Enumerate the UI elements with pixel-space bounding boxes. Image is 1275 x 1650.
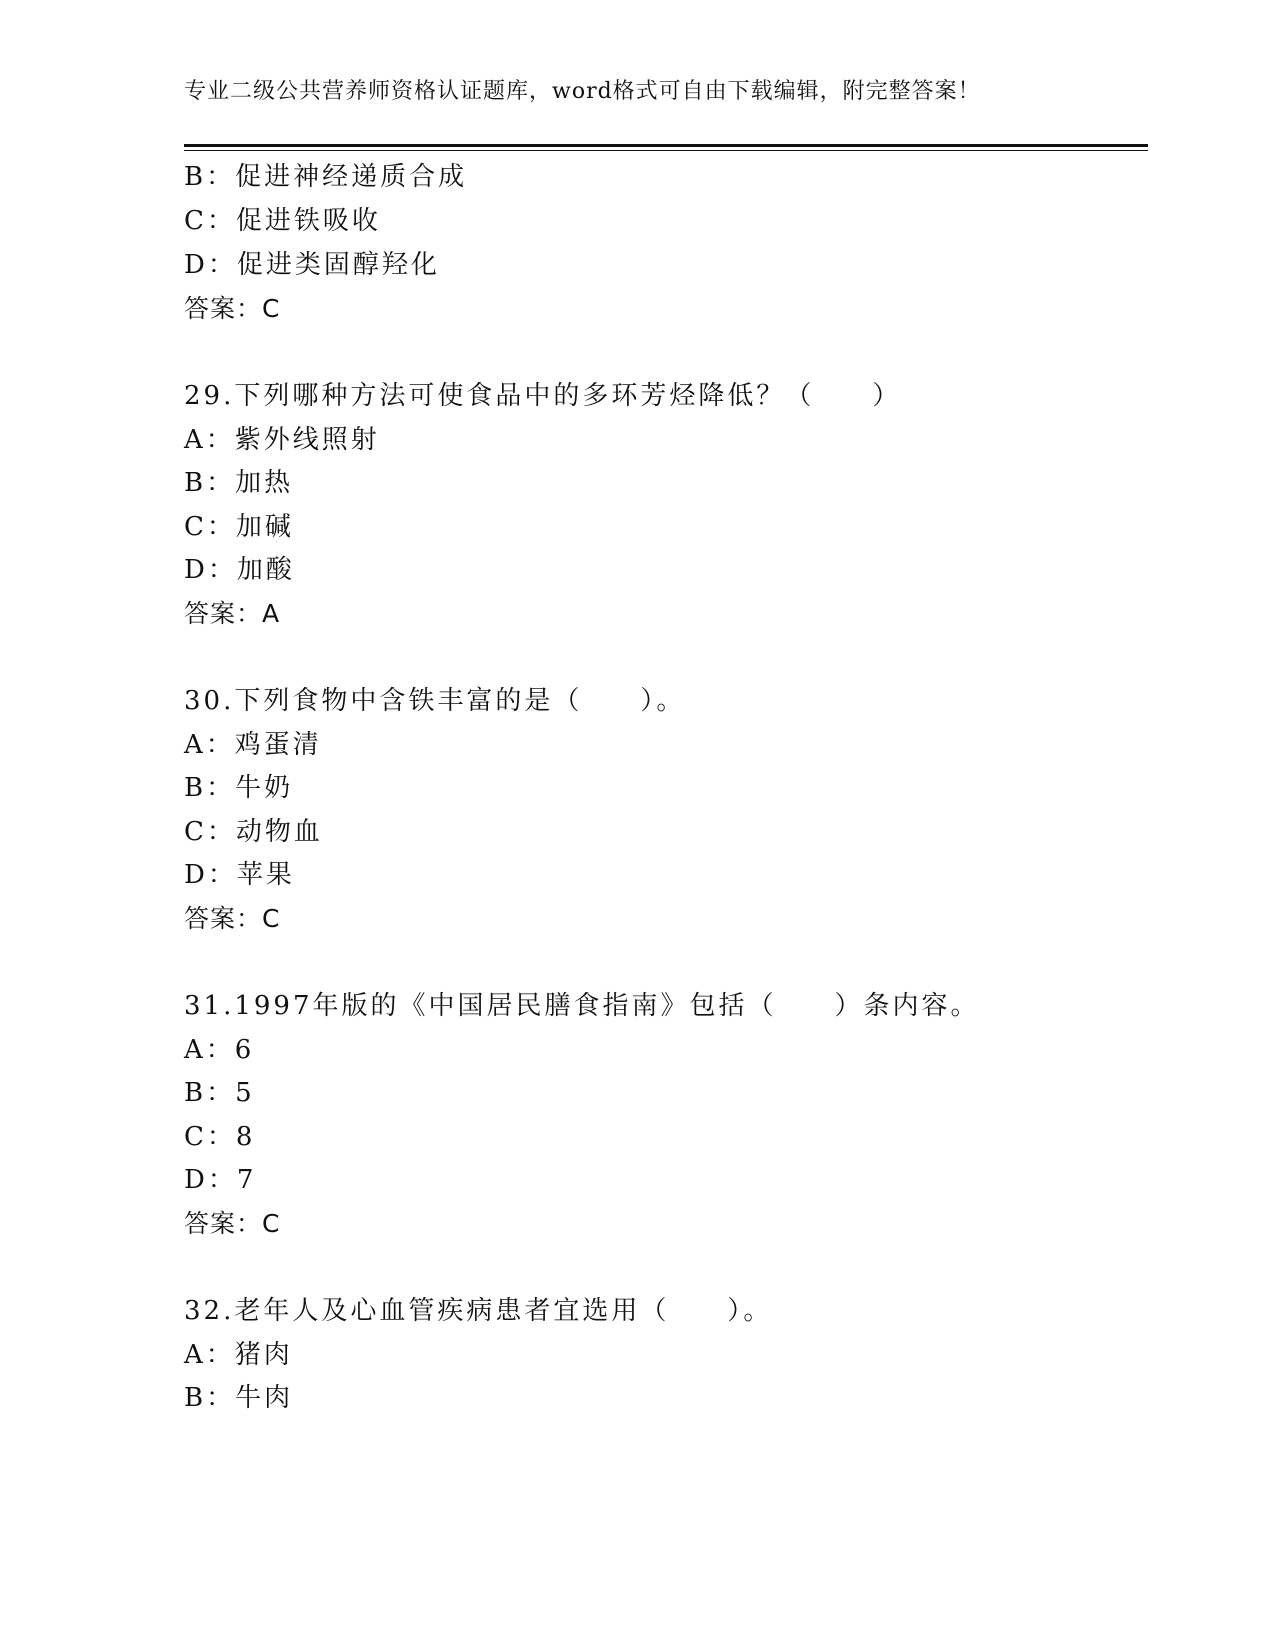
option-line: C：加碱 <box>184 512 294 542</box>
option-line: C：8 <box>184 1122 256 1152</box>
answer-line: 答案：A <box>184 599 281 628</box>
option-line: D：7 <box>184 1165 257 1195</box>
question-line: 32.老年人及心血管疾病患者宜选用（ ）。 <box>184 1296 773 1326</box>
question-line: 31.1997年版的《中国居民膳食指南》包括（ ）条内容。 <box>184 991 980 1021</box>
option-line: D：促进类固醇羟化 <box>184 250 440 280</box>
answer-line: 答案：C <box>184 904 281 933</box>
option-line: A：鸡蛋清 <box>184 730 322 760</box>
option-line: A：猪肉 <box>184 1340 293 1370</box>
option-line: A：6 <box>184 1035 255 1065</box>
option-line: A：紫外线照射 <box>184 425 380 455</box>
option-line: B：加热 <box>184 468 294 498</box>
option-line: B：牛肉 <box>184 1383 294 1413</box>
header-rule-thick <box>184 144 1148 147</box>
option-line: B：促进神经递质合成 <box>184 162 468 192</box>
document-header: 专业二级公共营养师资格认证题库，word格式可自由下载编辑，附完整答案！ <box>184 79 981 104</box>
option-line: B：5 <box>184 1078 255 1108</box>
header-rule-thin <box>184 150 1148 151</box>
answer-line: 答案：C <box>184 1209 281 1238</box>
question-line: 30.下列食物中含铁丰富的是（ ）。 <box>184 686 686 716</box>
question-line: 29.下列哪种方法可使食品中的多环芳烃降低？（ ） <box>184 381 902 411</box>
answer-line: 答案：C <box>184 294 281 323</box>
option-line: D：苹果 <box>184 860 295 890</box>
option-line: C：促进铁吸收 <box>184 206 381 236</box>
option-line: D：加酸 <box>184 555 295 585</box>
option-line: B：牛奶 <box>184 773 294 803</box>
option-line: C：动物血 <box>184 817 323 847</box>
